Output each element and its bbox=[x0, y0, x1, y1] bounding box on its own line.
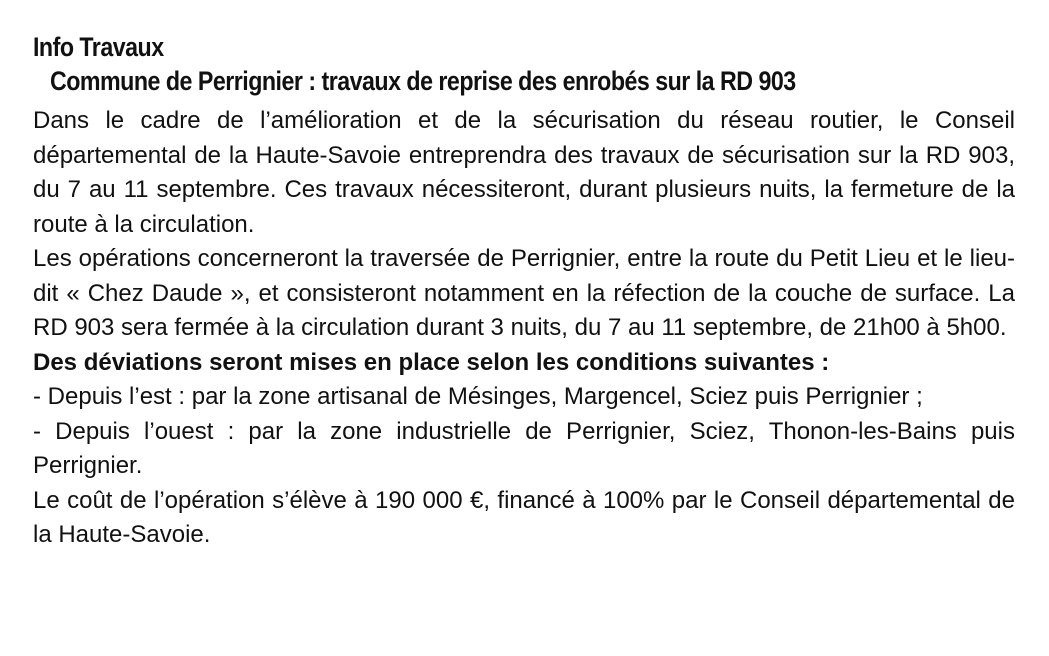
notice-document bbox=[33, 30, 1015, 553]
paragraph-deviation-east: - Depuis l’est : par la zone artisanal de Mésinges, Margencel, Sciez puis Perrignier ; bbox=[33, 383, 923, 410]
paragraph-deviations-heading: Des déviations seront mises en place selon les conditions suivantes : bbox=[33, 348, 830, 376]
headline: Commune de Perrignier : travaux de reprise des enrobés sur la RD 903 bbox=[50, 66, 796, 96]
section-label: Info Travaux bbox=[33, 32, 164, 62]
paragraph-operations: Les opérations concerneront la traversée de Perrignier, entre la route du Petit Lieu et le lieu-dit « Chez Daude », et consisteront notamment en la réfection de la couche de surface. La RD 903 sera fermée à la circulation durant 3 nuits, du 7 au 11 septembre, de 21h00 à 5h00. bbox=[33, 245, 1015, 341]
paragraph-deviation-west: - Depuis l’ouest : par la zone industrielle de Perrignier, Sciez, Thonon-les-Bains puis Perrignier. bbox=[33, 417, 1015, 479]
paragraph-cost: Le coût de l’opération s’élève à 190 000 €, financé à 100% par le Conseil départemental de la Haute-Savoie. bbox=[33, 486, 1015, 548]
paragraph-intro: Dans le cadre de l’amélioration et de la sécurisation du réseau routier, le Conseil départemental de la Haute-Savoie entreprendra des travaux de sécurisation sur la RD 903, du 7 au 11 septembre. Ces travaux nécessiteront, durant plusieurs nuits, la fermeture de la route à la circulation. bbox=[33, 107, 1015, 238]
